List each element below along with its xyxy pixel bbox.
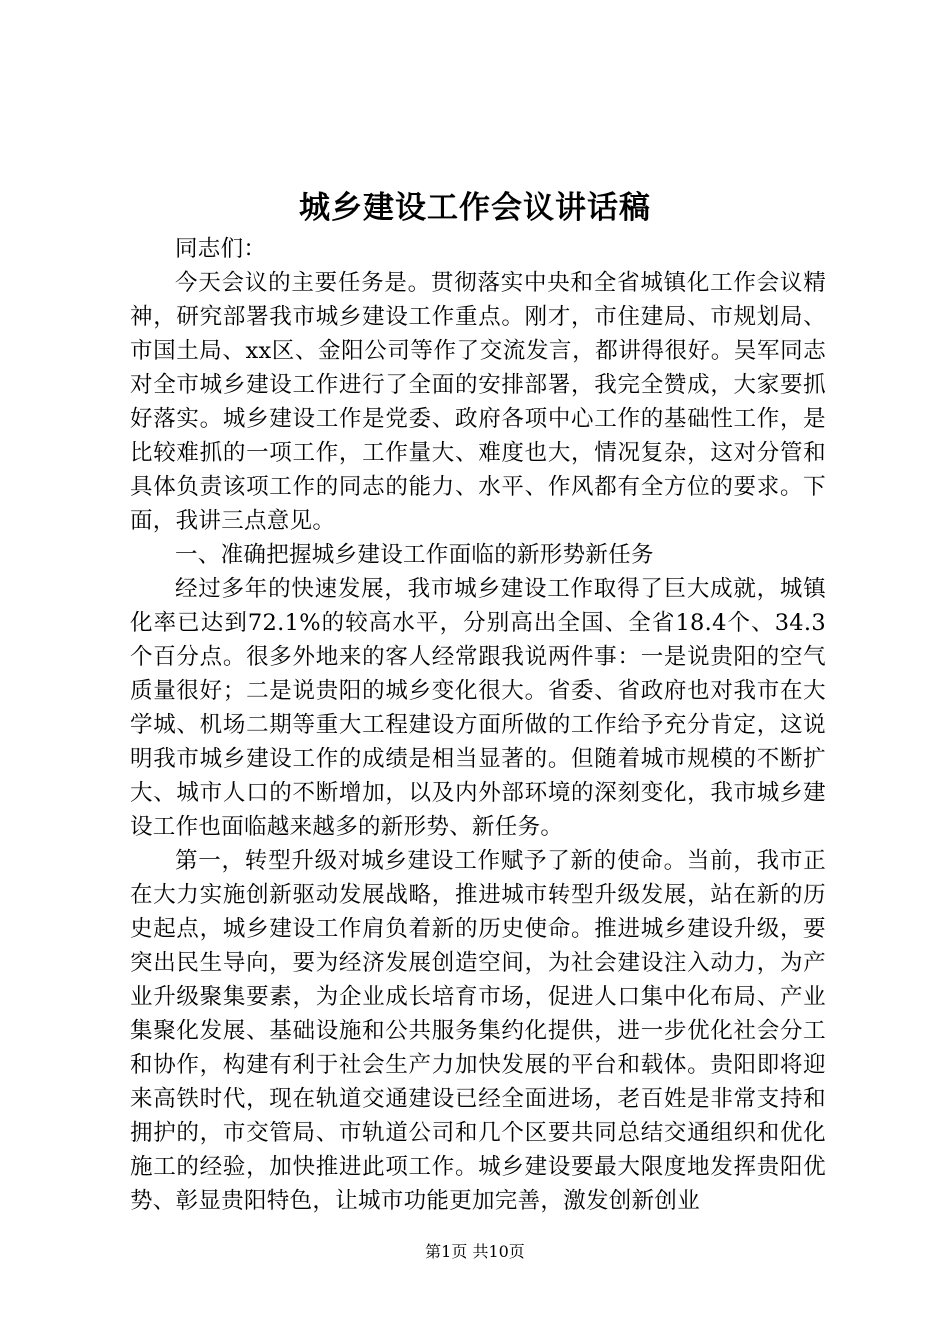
page-number-footer: 第1页 共10页 (425, 1242, 525, 1261)
paragraph-intro: 今天会议的主要任务是。贯彻落实中央和全省城镇化工作会议精神，研究部署我市城乡建设工作重点。刚才，市住建局、市规划局、市国土局、xx区、金阳公司等作了交流发言，都讲得很好。吴军同志对全市城乡建设工作进行了全面的安排部署，我完全赞成，大家要抓好落实。城乡建设工作是党委、政府各项中心工作的基础性工作，是比较难抓的一项工作，工作量大、难度也大，情况复杂，这对分管和具体负责该项工作的同志的能力、水平、作风都有全方位的要求。下面，我讲三点意见。 (130, 270, 826, 534)
greeting-line: 同志们： (175, 236, 267, 262)
paragraph-first-point: 第一，转型升级对城乡建设工作赋予了新的使命。当前，我市正在大力实施创新驱动发展战略，推进城市转型升级发展，站在新的历史起点，城乡建设工作肩负着新的历史使命。推进城乡建设升级，要突出民生导向，要为经济发展创造空间，为社会建设注入动力，为产业升级聚集要素，为企业成长培育市场，促进人口集中化布局、产业集聚化发展、基础设施和公共服务集约化提供，进一步优化社会分工和协作，构建有利于社会生产力加快发展的平台和载体。贵阳即将迎来高铁时代，现在轨道交通建设已经全面进场，老百姓是非常支持和拥护的，市交管局、市轨道公司和几个区要共同总结交通组织和优化施工的经验，加快推进此项工作。城乡建设要最大限度地发挥贵阳优势、彰显贵阳特色，让城市功能更加完善，激发创新创业 (130, 848, 826, 1214)
section-heading-1: 一、准确把握城乡建设工作面临的新形势新任务 (175, 542, 654, 568)
document-body (130, 232, 826, 1218)
paragraph-development: 经过多年的快速发展，我市城乡建设工作取得了巨大成就，城镇化率已达到72.1%的较高水平，分别高出全国、全省18.4个、34.3个百分点。很多外地来的客人经常跟我说两件事：一是说贵阳的空气质量很好；二是说贵阳的城乡变化很大。省委、省政府也对我市在大学城、机场二期等重大工程建设方面所做的工作给予充分肯定，这说明我市城乡建设工作的成绩是相当显著的。但随着城市规模的不断扩大、城市人口的不断增加，以及内外部环境的深刻变化，我市城乡建设工作也面临越来越多的新形势、新任务。 (130, 576, 826, 840)
document-title: 城乡建设工作会议讲话稿 (299, 190, 651, 226)
